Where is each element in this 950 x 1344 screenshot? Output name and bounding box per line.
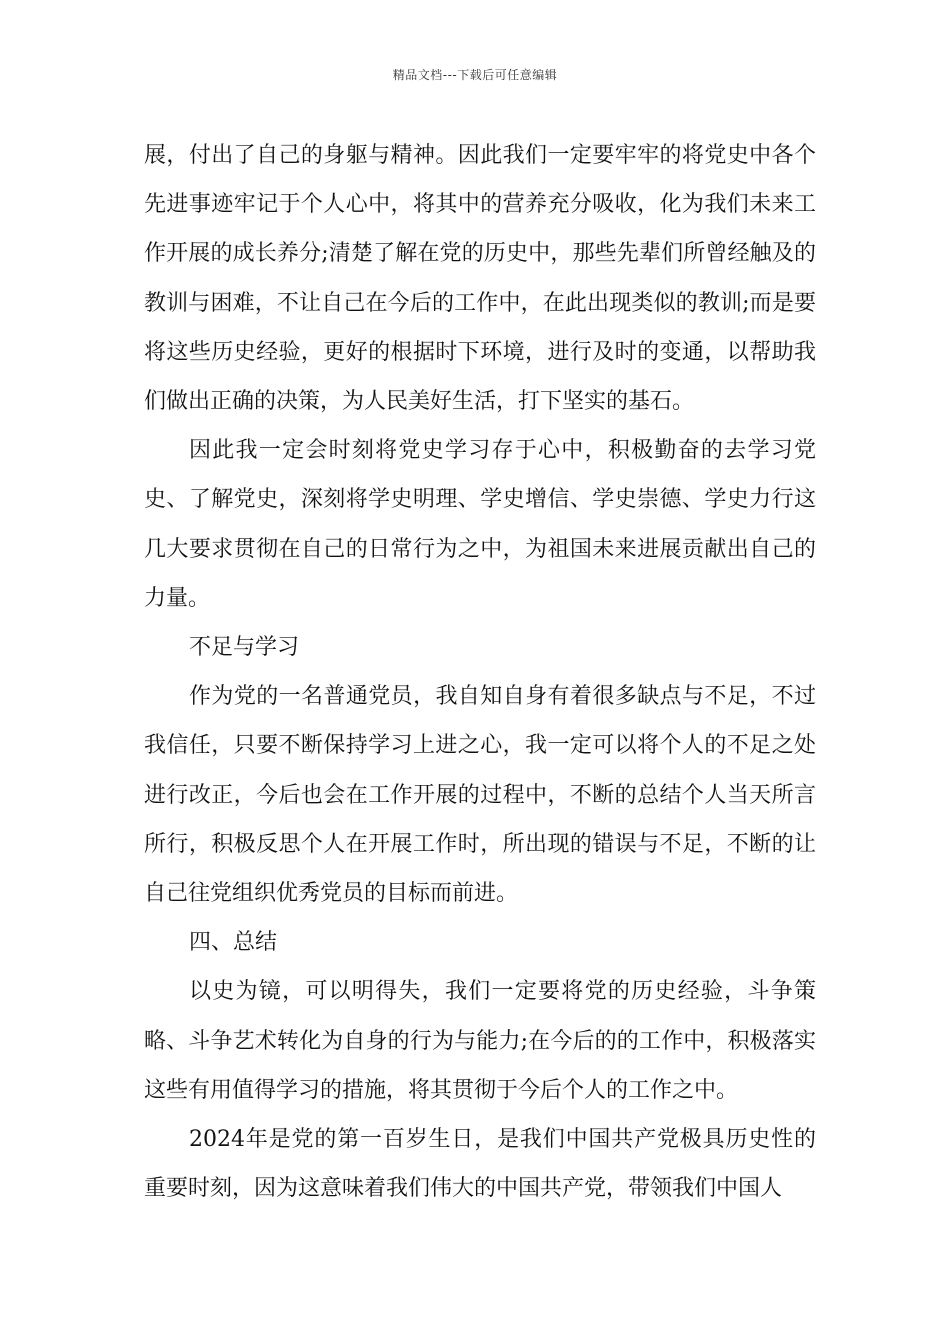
paragraph-shortcomings: 作为党的一名普通党员，我自知自身有着很多缺点与不足，不过我信任，只要不断保持学习上进之心，我一定可以将个人的不足之处进行改正，今后也会在工作开展的过程中，不断的总结个人当天所言所行，积极反思个人在开展工作时，所出现的错误与不足，不断的让自己往党组织优秀党员的目标而前进。 [144, 684, 816, 907]
paragraph-anniversary: 2024年是党的第一百岁生日，是我们中国共产党极具历史性的重要时刻，因为这意味着我们伟大的中国共产党，带领我们中国人 [144, 1127, 816, 1202]
document-body [144, 131, 816, 1213]
section-heading-summary: 四、总结 [189, 930, 278, 956]
page-header: 精品文档---下载后可任意编辑 [392, 68, 558, 82]
paragraph-summary: 以史为镜，可以明得失，我们一定要将党的历史经验，斗争策略、斗争艺术转化为自身的行为与能力;在今后的的工作中，积极落实这些有用值得学习的措施，将其贯彻于今后个人的工作之中。 [144, 979, 816, 1103]
section-heading-shortcomings: 不足与学习 [189, 635, 300, 661]
paragraph-commitment: 因此我一定会时刻将党史学习存于心中，积极勤奋的去学习党史、了解党史，深刻将学史明理、学史增信、学史崇德、学史力行这几大要求贯彻在自己的日常行为之中，为祖国未来进展贡献出自己的力量。 [144, 438, 816, 611]
paragraph-continuation: 展，付出了自己的身躯与精神。因此我们一定要牢牢的将党史中各个先进事迹牢记于个人心中，将其中的营养充分吸收，化为我们未来工作开展的成长养分;清楚了解在党的历史中，那些先辈们所曾经触及的教训与困难，不让自己在今后的工作中，在此出现类似的教训;而是要将这些历史经验，更好的根据时下环境，进行及时的变通，以帮助我们做出正确的决策，为人民美好生活，打下坚实的基石。 [144, 143, 816, 415]
